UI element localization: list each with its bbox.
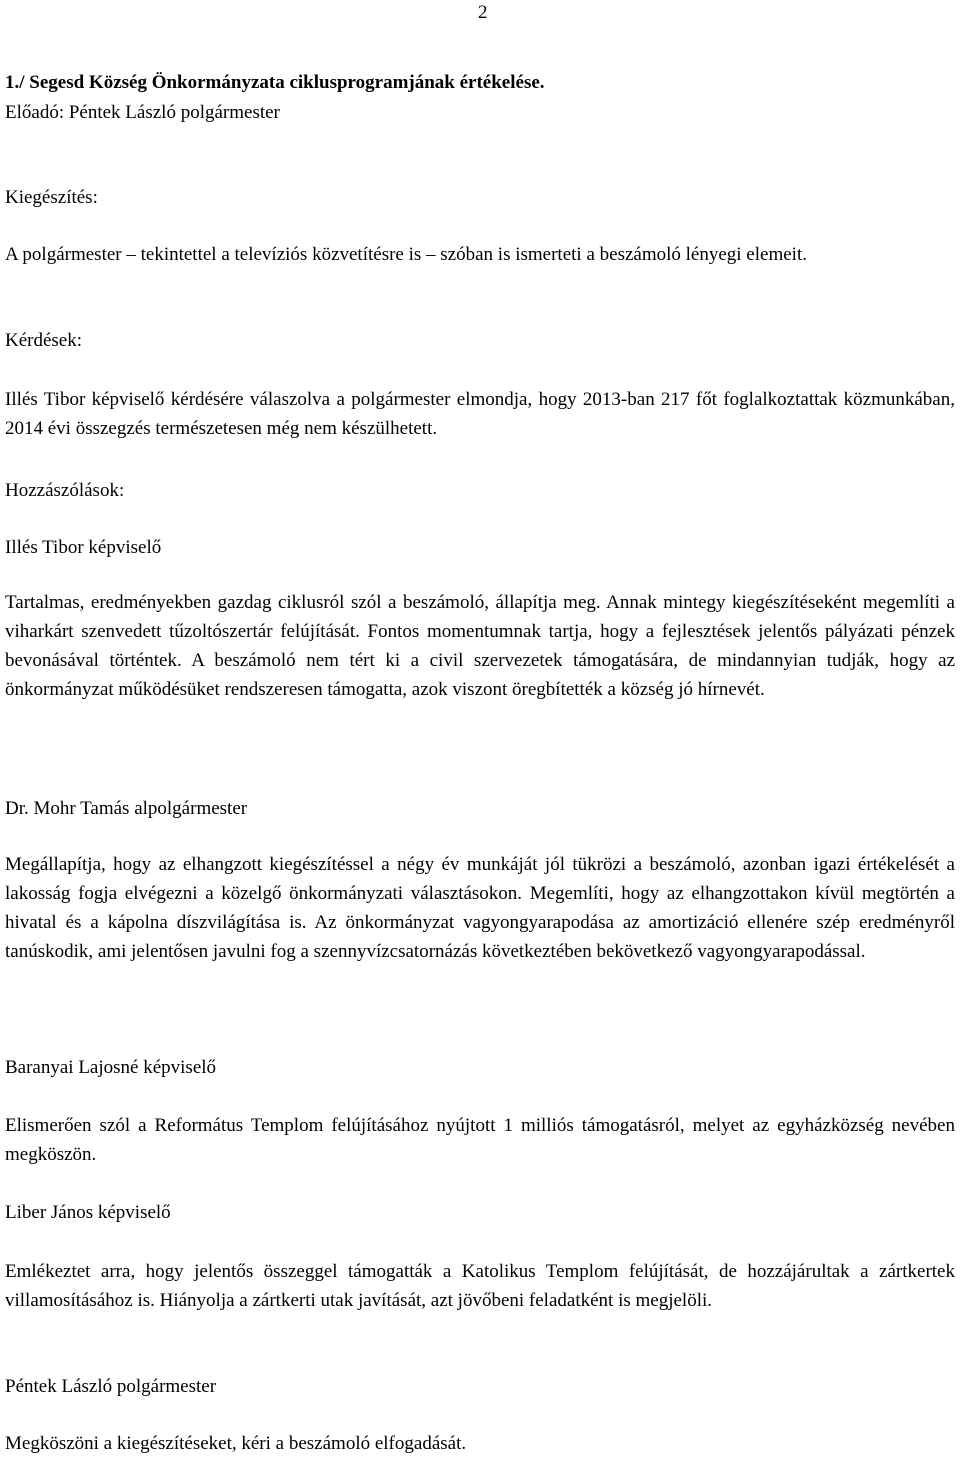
speaker-comment: Tartalmas, eredményekben gazdag ciklusról szól a beszámoló, állapítja meg. Annak mintegy kiegészítéseként megemlíti a viharkárt szenvedett tűzoltószertár felújítását. Fontos momentumnak tartja, hogy a fejlesztések jelentős pályázati pénzek bevonásával történtek. A beszámoló nem tért ki a civil szervezetek támogatására, de mindannyian tudják, hogy az önkormányzat működésüket rendszeresen támogatta, azok viszont öregbítették a község jó hírnevét. xyxy=(5,592,955,700)
questions-heading: Kérdések: xyxy=(5,330,83,351)
speaker-name: Baranyai Lajosné képviselő xyxy=(5,1057,217,1078)
page-number: 2 xyxy=(478,2,488,23)
speaker-name: Dr. Mohr Tamás alpolgármester xyxy=(5,798,248,819)
speaker-comment: Megállapítja, hogy az elhangzott kiegészítéssel a négy év munkáját jól tükrözi a beszámoló, azonban igazi értékelését a lakosság fogja elvégezni a közelgő önkormányzati választásokon. Megemlíti, hogy az elhangzottakon kívül megtörtén a hivatal és a kápolna díszvilágítása is. Az önkormányzat vagyongyarapodása az amortizáció ellenére szép eredményről tanúskodik, ami jelentősen javulni fog a szennyvízcsatornázás következtében bekövetkező vagyongyarapodással. xyxy=(5,854,955,962)
speaker-comment: Elismerően szól a Református Templom felújításához nyújtott 1 milliós támogatásról, melyet az egyházközség nevében megköszön. xyxy=(5,1115,955,1165)
supplement-heading: Kiegészítés: xyxy=(5,187,98,208)
speaker-comment: Megköszöni a kiegészítéseket, kéri a beszámoló elfogadását. xyxy=(5,1433,467,1454)
speaker-name: Illés Tibor képviselő xyxy=(5,537,162,558)
speaker-name: Liber János képviselő xyxy=(5,1202,171,1223)
speaker-name: Péntek László polgármester xyxy=(5,1376,217,1397)
questions-text: Illés Tibor képviselő kérdésére válaszolva a polgármester elmondja, hogy 2013-ban 217 főt foglalkoztattak közmunkában, 2014 évi összegzés természetesen még nem készülhetett. xyxy=(5,389,955,439)
comments-heading: Hozzászólások: xyxy=(5,480,125,501)
agenda-presenter: Előadó: Péntek László polgármester xyxy=(5,102,280,123)
speaker-comment: Emlékeztet arra, hogy jelentős összeggel támogatták a Katolikus Templom felújítását, de hozzájárultak a zártkertek villamosításához is. Hiányolja a zártkerti utak javítását, azt jövőbeni feladatként is megjelöli. xyxy=(5,1261,955,1311)
agenda-title: 1./ Segesd Község Önkormányzata ciklusprogramjának értékelése. xyxy=(5,72,545,93)
supplement-text: A polgármester – tekintettel a televíziós közvetítésre is – szóban is ismerteti a beszámoló lényegi elemeit. xyxy=(5,244,807,265)
